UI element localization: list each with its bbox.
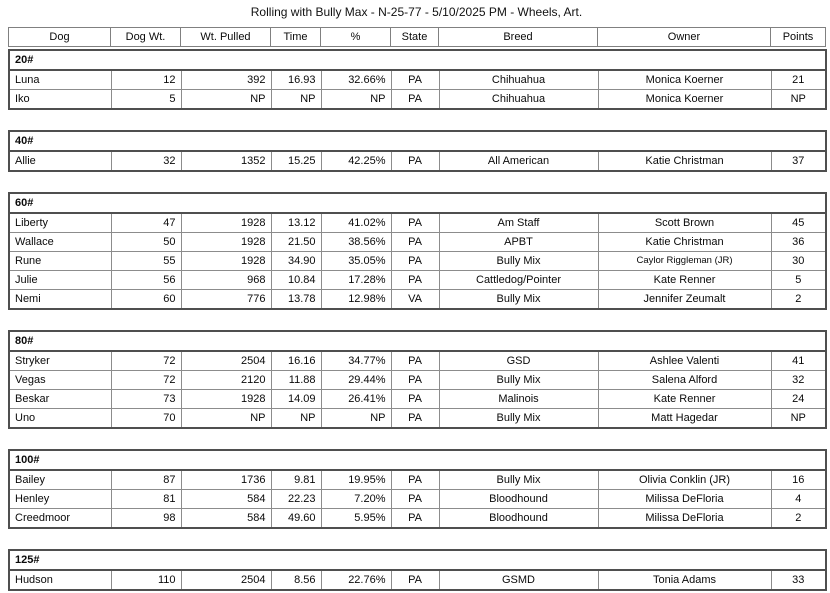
table-row xyxy=(9,290,826,310)
column-header-dog-wt: Dog Wt. xyxy=(111,28,181,47)
cell-time: 10.84 xyxy=(271,271,321,290)
cell-dog: Allie xyxy=(9,151,111,171)
cell-wt-pulled: NP xyxy=(181,409,271,429)
cell-time: 9.81 xyxy=(271,470,321,490)
cell-dog: Iko xyxy=(9,90,111,110)
table-row xyxy=(9,490,826,509)
column-header-time: Time xyxy=(271,28,321,47)
cell-time: 34.90 xyxy=(271,252,321,271)
cell-time: 49.60 xyxy=(271,509,321,529)
cell-owner: Jennifer Zeumalt xyxy=(598,290,771,310)
table-row xyxy=(9,213,826,233)
cell-dog-wt: 47 xyxy=(111,213,181,233)
cell-dog-wt: 87 xyxy=(111,470,181,490)
cell-points: 2 xyxy=(771,290,826,310)
cell-breed: Bully Mix xyxy=(439,252,598,271)
cell-owner: Monica Koerner xyxy=(598,70,771,90)
cell-col: NP xyxy=(321,409,391,429)
cell-col: NP xyxy=(321,90,391,110)
cell-wt-pulled: 776 xyxy=(181,290,271,310)
cell-wt-pulled: 2504 xyxy=(181,570,271,590)
cell-points: 33 xyxy=(771,570,826,590)
cell-points: 45 xyxy=(771,213,826,233)
cell-dog-wt: 110 xyxy=(111,570,181,590)
cell-points: 30 xyxy=(771,252,826,271)
cell-breed: Bully Mix xyxy=(439,290,598,310)
cell-time: 13.12 xyxy=(271,213,321,233)
column-header-state: State xyxy=(391,28,439,47)
cell-wt-pulled: 1928 xyxy=(181,213,271,233)
table-row xyxy=(9,252,826,271)
cell-dog: Bailey xyxy=(9,470,111,490)
cell-wt-pulled: 1928 xyxy=(181,390,271,409)
cell-col: 17.28% xyxy=(321,271,391,290)
cell-breed: Am Staff xyxy=(439,213,598,233)
column-header-col: % xyxy=(321,28,391,47)
cell-dog-wt: 73 xyxy=(111,390,181,409)
cell-time: 8.56 xyxy=(271,570,321,590)
section-label-row xyxy=(9,131,826,151)
cell-dog: Creedmoor xyxy=(9,509,111,529)
cell-wt-pulled: 2120 xyxy=(181,371,271,390)
cell-col: 41.02% xyxy=(321,213,391,233)
column-header-dog: Dog xyxy=(9,28,111,47)
weight-class-section-40 xyxy=(8,130,827,172)
weight-class-section-80 xyxy=(8,330,827,429)
cell-dog: Vegas xyxy=(9,371,111,390)
cell-breed: Chihuahua xyxy=(439,90,598,110)
cell-state: PA xyxy=(391,213,439,233)
cell-time: 16.16 xyxy=(271,351,321,371)
table-row xyxy=(9,233,826,252)
cell-points: 5 xyxy=(771,271,826,290)
weight-class-sections xyxy=(8,49,830,591)
cell-dog: Wallace xyxy=(9,233,111,252)
cell-dog: Hudson xyxy=(9,570,111,590)
cell-wt-pulled: 1928 xyxy=(181,233,271,252)
cell-owner: Ashlee Valenti xyxy=(598,351,771,371)
cell-dog: Luna xyxy=(9,70,111,90)
cell-state: PA xyxy=(391,490,439,509)
cell-points: 32 xyxy=(771,371,826,390)
cell-points: 41 xyxy=(771,351,826,371)
cell-dog: Beskar xyxy=(9,390,111,409)
cell-col: 5.95% xyxy=(321,509,391,529)
weight-class-section-100 xyxy=(8,449,827,529)
section-label-row xyxy=(9,193,826,213)
cell-wt-pulled: 1736 xyxy=(181,470,271,490)
cell-state: PA xyxy=(391,90,439,110)
weight-class-section-125 xyxy=(8,549,827,591)
cell-col: 26.41% xyxy=(321,390,391,409)
cell-state: PA xyxy=(391,470,439,490)
page-title: Rolling with Bully Max - N-25-77 - 5/10/2025 PM - Wheels, Art. xyxy=(250,5,583,19)
cell-dog: Julie xyxy=(9,271,111,290)
cell-points: NP xyxy=(771,90,826,110)
cell-state: PA xyxy=(391,151,439,171)
cell-dog-wt: 72 xyxy=(111,351,181,371)
table-row xyxy=(9,390,826,409)
cell-points: 4 xyxy=(771,490,826,509)
cell-points: 36 xyxy=(771,233,826,252)
cell-breed: Malinois xyxy=(439,390,598,409)
cell-state: PA xyxy=(391,351,439,371)
table-row xyxy=(9,509,826,529)
cell-dog-wt: 72 xyxy=(111,371,181,390)
column-header-points: Points xyxy=(771,28,826,47)
header-row xyxy=(9,28,826,47)
cell-dog: Stryker xyxy=(9,351,111,371)
cell-breed: APBT xyxy=(439,233,598,252)
cell-time: 16.93 xyxy=(271,70,321,90)
cell-breed: Cattledog/Pointer xyxy=(439,271,598,290)
table-row xyxy=(9,570,826,590)
section-label-row xyxy=(9,50,826,70)
column-header-row xyxy=(8,27,826,47)
cell-time: 14.09 xyxy=(271,390,321,409)
cell-time: NP xyxy=(271,90,321,110)
cell-time: 11.88 xyxy=(271,371,321,390)
cell-wt-pulled: 2504 xyxy=(181,351,271,371)
cell-breed: Chihuahua xyxy=(439,70,598,90)
cell-dog-wt: 98 xyxy=(111,509,181,529)
cell-breed: GSMD xyxy=(439,570,598,590)
cell-dog-wt: 50 xyxy=(111,233,181,252)
cell-owner: Olivia Conklin (JR) xyxy=(598,470,771,490)
cell-points: 21 xyxy=(771,70,826,90)
cell-col: 22.76% xyxy=(321,570,391,590)
cell-time: 21.50 xyxy=(271,233,321,252)
weight-class-section-20 xyxy=(8,49,827,110)
cell-dog: Liberty xyxy=(9,213,111,233)
cell-col: 35.05% xyxy=(321,252,391,271)
weight-class-label: 20# xyxy=(9,50,826,70)
column-header-wt-pulled: Wt. Pulled xyxy=(181,28,271,47)
cell-breed: Bloodhound xyxy=(439,490,598,509)
section-label-row xyxy=(9,450,826,470)
cell-state: PA xyxy=(391,570,439,590)
cell-breed: GSD xyxy=(439,351,598,371)
cell-dog-wt: 5 xyxy=(111,90,181,110)
cell-owner: Kate Renner xyxy=(598,271,771,290)
cell-time: NP xyxy=(271,409,321,429)
cell-points: 16 xyxy=(771,470,826,490)
cell-owner: Scott Brown xyxy=(598,213,771,233)
cell-breed: All American xyxy=(439,151,598,171)
cell-breed: Bully Mix xyxy=(439,409,598,429)
cell-col: 19.95% xyxy=(321,470,391,490)
cell-state: PA xyxy=(391,409,439,429)
cell-col: 32.66% xyxy=(321,70,391,90)
cell-state: PA xyxy=(391,390,439,409)
cell-time: 22.23 xyxy=(271,490,321,509)
cell-dog-wt: 32 xyxy=(111,151,181,171)
cell-owner: Tonia Adams xyxy=(598,570,771,590)
cell-points: 24 xyxy=(771,390,826,409)
cell-wt-pulled: 584 xyxy=(181,509,271,529)
column-header-breed: Breed xyxy=(439,28,598,47)
cell-col: 42.25% xyxy=(321,151,391,171)
section-label-row xyxy=(9,550,826,570)
cell-wt-pulled: 968 xyxy=(181,271,271,290)
table-row xyxy=(9,90,826,110)
cell-owner: Salena Alford xyxy=(598,371,771,390)
cell-dog: Rune xyxy=(9,252,111,271)
table-row xyxy=(9,371,826,390)
cell-col: 34.77% xyxy=(321,351,391,371)
weight-class-label: 80# xyxy=(9,331,826,351)
cell-owner: Katie Christman xyxy=(598,233,771,252)
cell-points: 2 xyxy=(771,509,826,529)
cell-wt-pulled: 1352 xyxy=(181,151,271,171)
cell-dog-wt: 70 xyxy=(111,409,181,429)
cell-dog-wt: 55 xyxy=(111,252,181,271)
weight-class-section-60 xyxy=(8,192,827,310)
cell-dog: Henley xyxy=(9,490,111,509)
cell-owner: Katie Christman xyxy=(598,151,771,171)
cell-time: 13.78 xyxy=(271,290,321,310)
weight-class-label: 40# xyxy=(9,131,826,151)
cell-state: PA xyxy=(391,70,439,90)
cell-state: PA xyxy=(391,509,439,529)
table-row xyxy=(9,151,826,171)
cell-col: 38.56% xyxy=(321,233,391,252)
cell-state: VA xyxy=(391,290,439,310)
cell-wt-pulled: 392 xyxy=(181,70,271,90)
cell-state: PA xyxy=(391,233,439,252)
cell-time: 15.25 xyxy=(271,151,321,171)
cell-wt-pulled: 584 xyxy=(181,490,271,509)
cell-owner: Milissa DeFloria xyxy=(598,509,771,529)
cell-dog-wt: 56 xyxy=(111,271,181,290)
cell-dog-wt: 60 xyxy=(111,290,181,310)
cell-col: 7.20% xyxy=(321,490,391,509)
cell-owner: Milissa DeFloria xyxy=(598,490,771,509)
cell-breed: Bully Mix xyxy=(439,470,598,490)
cell-owner: Caylor Riggleman (JR) xyxy=(598,252,771,271)
table-row xyxy=(9,409,826,429)
cell-wt-pulled: NP xyxy=(181,90,271,110)
cell-col: 29.44% xyxy=(321,371,391,390)
cell-owner: Kate Renner xyxy=(598,390,771,409)
table-row xyxy=(9,70,826,90)
cell-breed: Bloodhound xyxy=(439,509,598,529)
cell-points: 37 xyxy=(771,151,826,171)
section-label-row xyxy=(9,331,826,351)
cell-state: PA xyxy=(391,371,439,390)
weight-class-label: 125# xyxy=(9,550,826,570)
cell-dog-wt: 12 xyxy=(111,70,181,90)
table-row xyxy=(9,271,826,290)
cell-wt-pulled: 1928 xyxy=(181,252,271,271)
weight-class-label: 100# xyxy=(9,450,826,470)
column-header-owner: Owner xyxy=(598,28,771,47)
cell-state: PA xyxy=(391,252,439,271)
cell-dog: Uno xyxy=(9,409,111,429)
cell-dog-wt: 81 xyxy=(111,490,181,509)
table-row xyxy=(9,351,826,371)
cell-breed: Bully Mix xyxy=(439,371,598,390)
cell-points: NP xyxy=(771,409,826,429)
table-row xyxy=(9,470,826,490)
cell-state: PA xyxy=(391,271,439,290)
cell-col: 12.98% xyxy=(321,290,391,310)
cell-owner: Monica Koerner xyxy=(598,90,771,110)
weight-class-label: 60# xyxy=(9,193,826,213)
cell-dog: Nemi xyxy=(9,290,111,310)
cell-owner: Matt Hagedar xyxy=(598,409,771,429)
